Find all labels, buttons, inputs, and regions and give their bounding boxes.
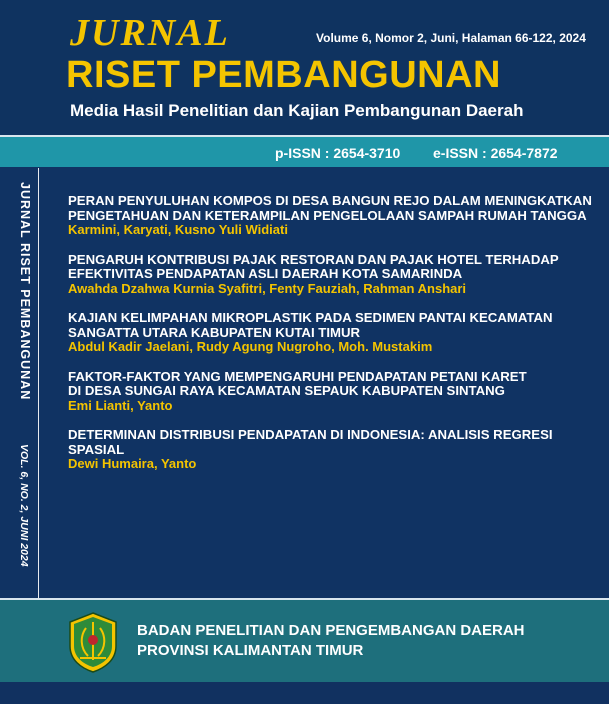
article-authors: Dewi Humaira, Yanto <box>68 456 197 471</box>
article-title: KAJIAN KELIMPAHAN MIKROPLASTIK PADA SEDIMEN PANTAI KECAMATAN SANGATTA UTARA KABUPATEN KUTAI TIMUR <box>68 310 553 340</box>
publisher-name <box>137 621 525 661</box>
journal-name: RISET PEMBANGUNAN <box>66 54 501 96</box>
journal-word: JURNAL <box>70 12 230 54</box>
article-item <box>68 370 598 414</box>
article-item <box>68 428 598 472</box>
issn-band <box>0 137 609 167</box>
article-authors: Awahda Dzahwa Kurnia Syafitri, Fenty Fauziah, Rahman Anshari <box>68 280 467 296</box>
article-title: PERAN PENYULUHAN KOMPOS DI DESA BANGUN REJO DALAM MENINGKATKAN PENGETAHUAN DAN KETERAMPILAN PENGELOLAAN SAMPAH RUMAH TANGGA <box>68 193 592 223</box>
spine-divider <box>38 168 39 600</box>
article-authors: Emi Lianti, Yanto <box>68 397 173 413</box>
publisher-line-1: BADAN PENELITIAN DAN PENGEMBANGAN DAERAH <box>137 622 525 639</box>
article-item <box>68 311 598 355</box>
article-authors: Abdul Kadir Jaelani, Rudy Agung Nugroho, Moh. Mustakim <box>68 339 433 354</box>
spine-title: JURNAL RISET PEMBANGUNAN <box>18 182 32 401</box>
journal-subtitle: Media Hasil Penelitian dan Kajian Pembangunan Daerah <box>70 101 524 120</box>
kalimantan-timur-emblem-icon <box>66 610 120 674</box>
e-issn: e-ISSN : 2654-7872 <box>433 145 558 161</box>
article-title: PENGARUH KONTRIBUSI PAJAK RESTORAN DAN PAJAK HOTEL TERHADAP EFEKTIVITAS PENDAPATAN ASLI DAERAH KOTA SAMARINDA <box>68 251 559 281</box>
article-title: FAKTOR-FAKTOR YANG MEMPENGARUHI PENDAPATAN PETANI KARET DI DESA SUNGAI RAYA KECAMATAN SEPAUK KABUPATEN SINTANG <box>68 368 527 398</box>
cover-bottom-strip <box>0 682 609 704</box>
publisher-line-2: PROVINSI KALIMANTAN TIMUR <box>137 642 364 659</box>
article-authors: Karmini, Karyati, Kusno Yuli Widiati <box>68 222 288 237</box>
article-item <box>68 253 598 297</box>
article-item <box>68 194 598 238</box>
article-title: DETERMINAN DISTRIBUSI PENDAPATAN DI INDONESIA: ANALISIS REGRESI SPASIAL <box>68 427 553 457</box>
cover-header <box>0 0 609 135</box>
spine-volume: VOL. 6, NO. 2, JUNI 2024 <box>18 444 30 567</box>
article-list <box>68 194 598 487</box>
volume-info: Volume 6, Nomor 2, Juni, Halaman 66-122, 2024 <box>316 31 586 45</box>
p-issn: p-ISSN : 2654-3710 <box>275 145 401 161</box>
